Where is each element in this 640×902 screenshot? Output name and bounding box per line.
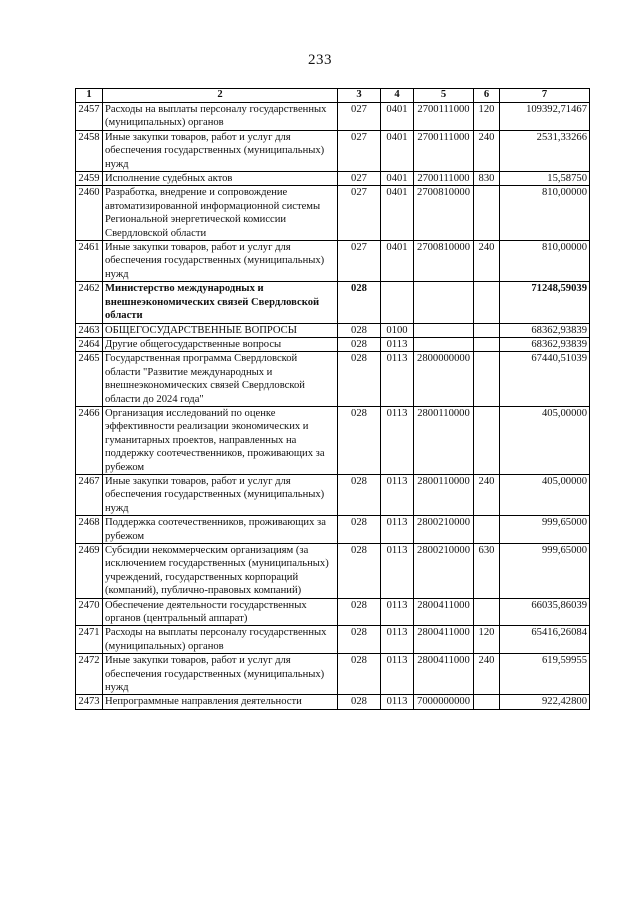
row-code-type	[474, 323, 500, 337]
row-code-ministry: 028	[338, 337, 381, 351]
row-name: Организация исследований по оценке эффективности реализации экономических и гуманитарных проектов, направленных на поддержку соотечественников, проживающих за рубежом	[103, 406, 338, 474]
row-code-type	[474, 406, 500, 474]
row-code-ministry: 027	[338, 103, 381, 131]
row-code-ministry: 028	[338, 626, 381, 654]
row-number: 2469	[76, 544, 103, 599]
row-code-section: 0113	[381, 695, 414, 709]
row-number: 2470	[76, 598, 103, 626]
row-sum: 2531,33266	[500, 130, 590, 171]
row-name: Поддержка соотечественников, проживающих за рубежом	[103, 516, 338, 544]
row-code-section: 0113	[381, 544, 414, 599]
table-row	[76, 172, 590, 186]
row-name: Разработка, внедрение и сопровождение автоматизированной информационной системы Региональной энергетической комиссии Свердловской области	[103, 186, 338, 241]
row-code-type: 120	[474, 103, 500, 131]
row-code-ministry: 028	[338, 323, 381, 337]
row-code-ministry: 028	[338, 474, 381, 515]
row-sum: 999,65000	[500, 544, 590, 599]
row-code-section: 0113	[381, 654, 414, 695]
row-number: 2458	[76, 130, 103, 171]
row-number: 2460	[76, 186, 103, 241]
row-code-section: 0401	[381, 186, 414, 241]
row-name: Непрограммные направления деятельности	[103, 695, 338, 709]
budget-table	[75, 88, 590, 710]
row-code-target: 2800110000	[414, 474, 474, 515]
table-row	[76, 406, 590, 474]
row-code-ministry: 027	[338, 241, 381, 282]
row-code-section: 0113	[381, 474, 414, 515]
table-row	[76, 130, 590, 171]
row-code-target	[414, 323, 474, 337]
row-code-type: 630	[474, 544, 500, 599]
row-code-target: 2700810000	[414, 186, 474, 241]
table-row	[76, 695, 590, 709]
column-header: 4	[381, 89, 414, 103]
row-name: Расходы на выплаты персоналу государственных (муниципальных) органов	[103, 103, 338, 131]
row-number: 2463	[76, 323, 103, 337]
row-code-target: 2800411000	[414, 654, 474, 695]
row-code-type	[474, 186, 500, 241]
row-sum: 67440,51039	[500, 352, 590, 407]
row-name: Иные закупки товаров, работ и услуг для обеспечения государственных (муниципальных) нужд	[103, 474, 338, 515]
table-row	[76, 103, 590, 131]
row-code-type: 240	[474, 130, 500, 171]
row-name: Субсидии некоммерческим организациям (за исключением государственных (муниципальных) учреждений, государственных корпораций (компаний), публично-правовых компаний)	[103, 544, 338, 599]
row-name: Другие общегосударственные вопросы	[103, 337, 338, 351]
row-code-type	[474, 516, 500, 544]
row-code-target: 2800210000	[414, 516, 474, 544]
table-row	[76, 282, 590, 323]
row-number: 2467	[76, 474, 103, 515]
row-number: 2472	[76, 654, 103, 695]
table-row	[76, 544, 590, 599]
row-number: 2468	[76, 516, 103, 544]
row-code-target: 7000000000	[414, 695, 474, 709]
table-row	[76, 598, 590, 626]
row-number: 2461	[76, 241, 103, 282]
row-name: Расходы на выплаты персоналу государственных (муниципальных) органов	[103, 626, 338, 654]
row-code-ministry: 028	[338, 695, 381, 709]
row-code-type	[474, 598, 500, 626]
table-row	[76, 654, 590, 695]
row-code-ministry: 028	[338, 282, 381, 323]
row-code-section: 0113	[381, 598, 414, 626]
row-code-ministry: 028	[338, 654, 381, 695]
row-code-type: 830	[474, 172, 500, 186]
row-code-type	[474, 337, 500, 351]
column-header: 3	[338, 89, 381, 103]
row-name: Государственная программа Свердловской области "Развитие международных и внешнеэкономических связей Свердловской области до 2024 года"	[103, 352, 338, 407]
row-number: 2464	[76, 337, 103, 351]
row-number: 2459	[76, 172, 103, 186]
table-row	[76, 626, 590, 654]
row-number: 2462	[76, 282, 103, 323]
row-sum: 810,00000	[500, 241, 590, 282]
row-code-ministry: 028	[338, 516, 381, 544]
row-code-ministry: 027	[338, 186, 381, 241]
row-name: Обеспечение деятельности государственных органов (центральный аппарат)	[103, 598, 338, 626]
row-code-section: 0100	[381, 323, 414, 337]
row-code-target: 2700810000	[414, 241, 474, 282]
row-name: Иные закупки товаров, работ и услуг для обеспечения государственных (муниципальных) нужд	[103, 130, 338, 171]
table-header-row	[76, 89, 590, 103]
row-sum: 66035,86039	[500, 598, 590, 626]
row-number: 2457	[76, 103, 103, 131]
row-code-type	[474, 282, 500, 323]
row-sum: 999,65000	[500, 516, 590, 544]
table-body	[76, 103, 590, 710]
row-code-section: 0401	[381, 130, 414, 171]
row-code-target: 2700111000	[414, 103, 474, 131]
row-sum: 15,58750	[500, 172, 590, 186]
row-code-target	[414, 337, 474, 351]
column-header: 1	[76, 89, 103, 103]
row-sum: 619,59955	[500, 654, 590, 695]
table-row	[76, 474, 590, 515]
row-sum: 810,00000	[500, 186, 590, 241]
table-row	[76, 352, 590, 407]
row-code-ministry: 028	[338, 352, 381, 407]
row-name: Иные закупки товаров, работ и услуг для обеспечения государственных (муниципальных) нужд	[103, 654, 338, 695]
row-sum: 68362,93839	[500, 323, 590, 337]
row-number: 2466	[76, 406, 103, 474]
row-code-section: 0113	[381, 516, 414, 544]
row-code-type	[474, 352, 500, 407]
row-code-section: 0401	[381, 241, 414, 282]
row-code-target: 2800411000	[414, 598, 474, 626]
row-code-type: 240	[474, 474, 500, 515]
row-code-ministry: 027	[338, 130, 381, 171]
page-number: 233	[308, 52, 332, 68]
table-row	[76, 323, 590, 337]
row-code-target: 2700111000	[414, 172, 474, 186]
table-row	[76, 516, 590, 544]
row-code-section: 0113	[381, 352, 414, 407]
row-code-target: 2800000000	[414, 352, 474, 407]
column-header: 7	[500, 89, 590, 103]
row-code-section: 0113	[381, 626, 414, 654]
column-header: 6	[474, 89, 500, 103]
row-name: Иные закупки товаров, работ и услуг для обеспечения государственных (муниципальных) нужд	[103, 241, 338, 282]
row-code-ministry: 028	[338, 598, 381, 626]
table-row	[76, 186, 590, 241]
row-code-target: 2800411000	[414, 626, 474, 654]
row-code-target: 2800210000	[414, 544, 474, 599]
column-header: 2	[103, 89, 338, 103]
row-sum: 109392,71467	[500, 103, 590, 131]
row-code-type	[474, 695, 500, 709]
table-row	[76, 241, 590, 282]
row-code-section: 0401	[381, 103, 414, 131]
row-name: ОБЩЕГОСУДАРСТВЕННЫЕ ВОПРОСЫ	[103, 323, 338, 337]
row-number: 2473	[76, 695, 103, 709]
row-code-ministry: 028	[338, 406, 381, 474]
row-sum: 65416,26084	[500, 626, 590, 654]
row-code-type: 120	[474, 626, 500, 654]
row-name: Министерство международных и внешнеэкономических связей Свердловской области	[103, 282, 338, 323]
row-sum: 405,00000	[500, 474, 590, 515]
row-sum: 68362,93839	[500, 337, 590, 351]
row-number: 2471	[76, 626, 103, 654]
row-code-section	[381, 282, 414, 323]
row-code-type: 240	[474, 241, 500, 282]
row-code-target	[414, 282, 474, 323]
row-number: 2465	[76, 352, 103, 407]
row-code-section: 0113	[381, 337, 414, 351]
row-code-ministry: 027	[338, 172, 381, 186]
row-code-target: 2800110000	[414, 406, 474, 474]
table-row	[76, 337, 590, 351]
row-sum: 922,42800	[500, 695, 590, 709]
row-code-section: 0401	[381, 172, 414, 186]
row-sum: 405,00000	[500, 406, 590, 474]
column-header: 5	[414, 89, 474, 103]
row-sum: 71248,59039	[500, 282, 590, 323]
row-code-ministry: 028	[338, 544, 381, 599]
row-name: Исполнение судебных актов	[103, 172, 338, 186]
row-code-section: 0113	[381, 406, 414, 474]
row-code-target: 2700111000	[414, 130, 474, 171]
row-code-type: 240	[474, 654, 500, 695]
